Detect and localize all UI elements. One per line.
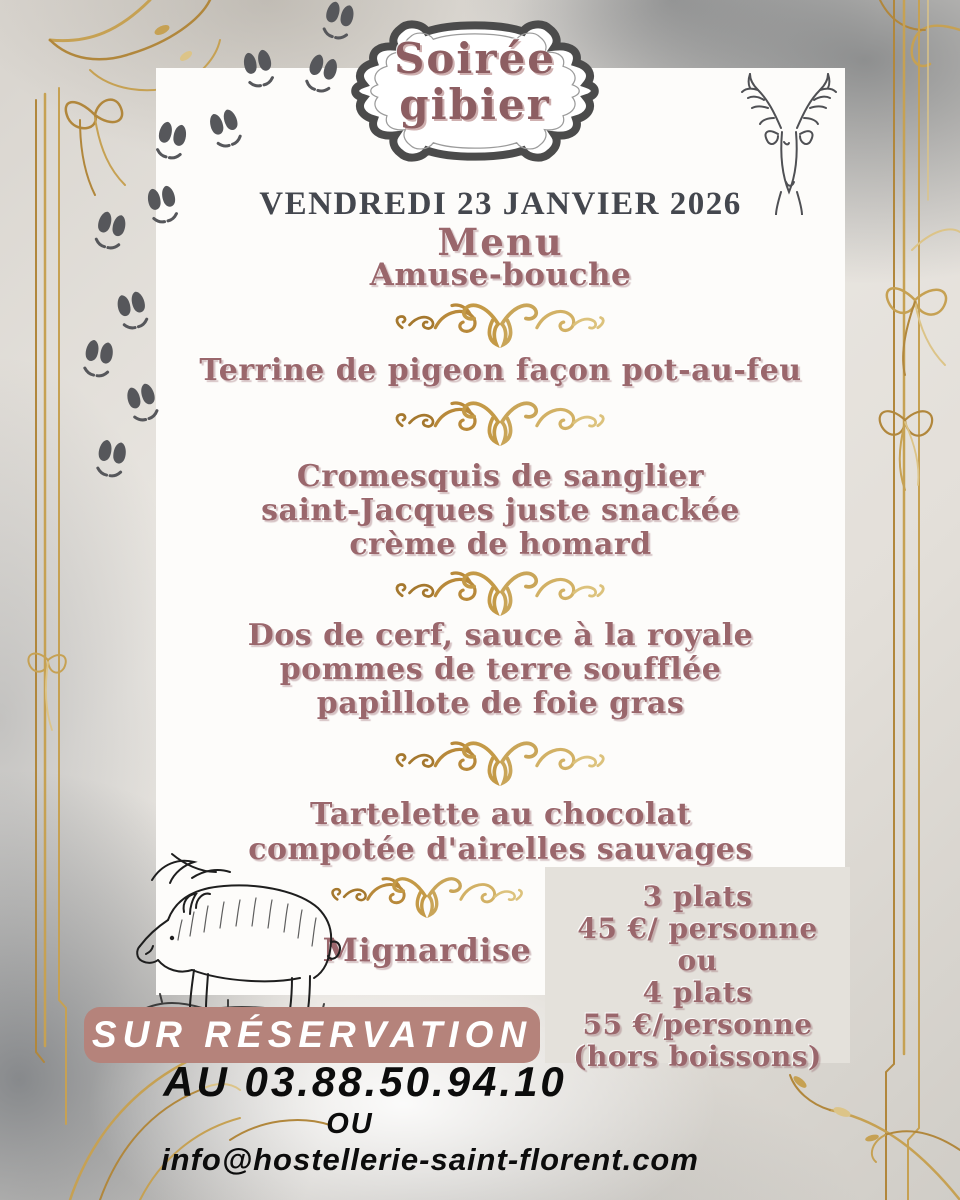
- menu-course-line: crème de homard: [349, 527, 652, 562]
- event-date: VENDREDI 23 JANVIER 2026: [259, 186, 742, 222]
- menu-heading: Menu: [437, 220, 564, 264]
- price-line: 4 plats: [642, 976, 753, 1009]
- title-badge: [338, 20, 612, 162]
- price-line: ou: [677, 944, 718, 977]
- price-line: 55 €/personne: [582, 1008, 813, 1041]
- price-line: 45 €/ personne: [577, 912, 818, 945]
- menu-course-line: papillote de foie gras: [316, 686, 685, 721]
- menu-course-line: Tartelette au chocolat: [309, 797, 692, 832]
- flourish-divider-icon: [380, 568, 620, 616]
- menu-course-line: pommes de terre soufflée: [279, 652, 722, 687]
- reservation-banner: [84, 1007, 540, 1063]
- reservation-or: OU: [326, 1108, 374, 1140]
- menu-course-line: Cromesquis de sanglier: [296, 459, 705, 494]
- poster-title-line: Soirée: [394, 34, 556, 83]
- menu-course: [156, 619, 845, 721]
- menu-course-line: Dos de cerf, sauce à la royale: [247, 618, 754, 653]
- poster-title: [338, 36, 612, 128]
- flourish-divider-icon: [380, 300, 620, 348]
- reservation-banner-label: SUR RÉSERVATION: [91, 1014, 533, 1055]
- price-line: 3 plats: [642, 880, 753, 913]
- flourish-divider-icon: [317, 874, 537, 918]
- menu-course-line: Mignardise: [322, 931, 532, 969]
- menu-course: [156, 460, 845, 562]
- menu-course-line: compotée d'airelles sauvages: [248, 832, 753, 867]
- price-line: (hors boissons): [573, 1040, 822, 1073]
- menu-course-line: Terrine de pigeon façon pot-au-feu: [199, 353, 802, 388]
- menu-course-line: saint-Jacques juste snackée: [261, 493, 740, 528]
- reservation-phone: AU 03.88.50.94.10: [163, 1058, 567, 1105]
- reservation-email: info@hostellerie-saint-florent.com: [161, 1142, 699, 1177]
- menu-course-line: Amuse-bouche: [369, 257, 632, 293]
- flourish-divider-icon: [380, 738, 620, 786]
- flourish-divider-icon: [380, 398, 620, 446]
- poster-title-line: gibier: [399, 80, 551, 129]
- menu-course: [156, 797, 845, 867]
- price-box: [545, 867, 850, 1073]
- menu-card: [156, 68, 845, 995]
